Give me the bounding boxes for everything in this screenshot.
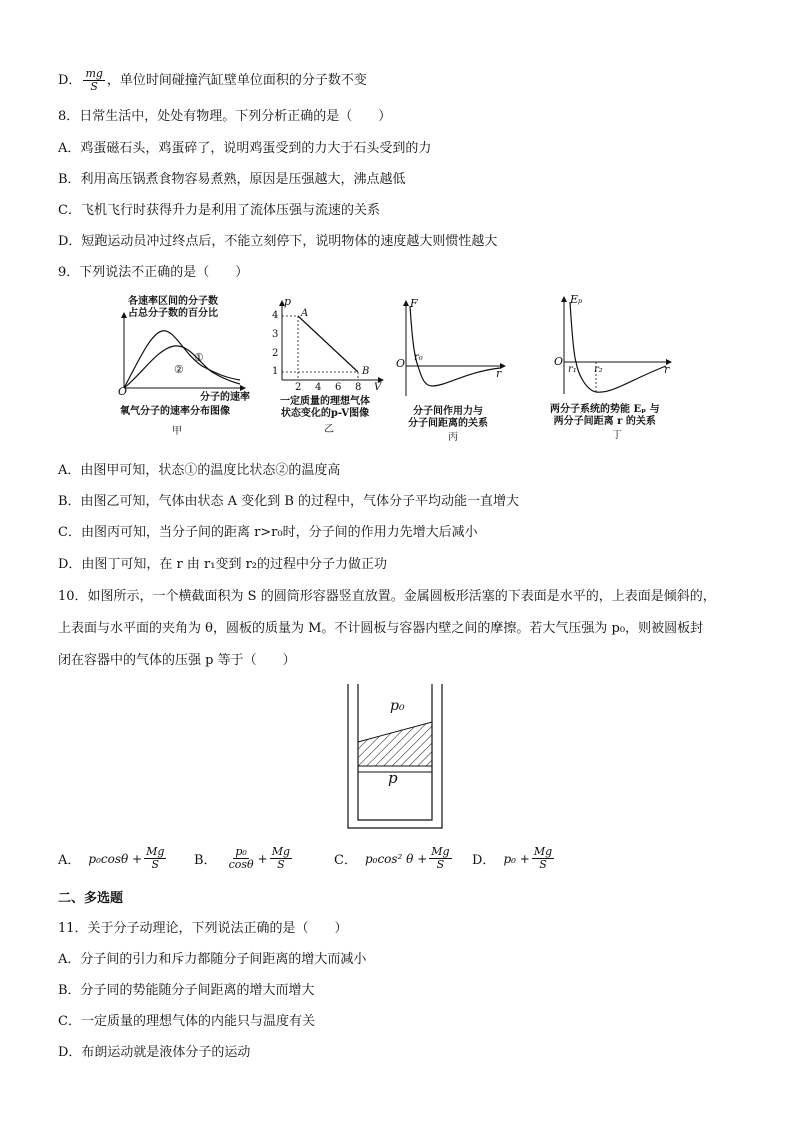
q10-option-b: B． $\frac{\text{p₀}}{\cos\theta}$ + $\frac{Mg}{S}$ (194, 845, 290, 871)
q7-fraction: $\frac{mg}{S}$ (85, 67, 103, 93)
figure-ding-axis-r: r (664, 363, 670, 376)
q9-option-b: B．由图乙可知，气体由状态 A 变化到 B 的过程中，气体分子平均动能一直增大 (58, 494, 520, 509)
ytick-1: 1 (272, 366, 279, 377)
figure-ding-r1: r₁ (568, 364, 577, 375)
q8-option-c: C．飞机飞行时获得升力是利用了流体压强与流速的关系 (58, 203, 380, 218)
figure-yi-axis-p: p (284, 295, 292, 308)
section-2-title: 二、多选题 (58, 891, 124, 906)
figure-ding (550, 294, 680, 444)
potential-curve (570, 302, 666, 392)
figure-bing (396, 296, 516, 446)
xtick-6: 6 (335, 382, 342, 393)
figure-jia-origin: O (118, 385, 128, 398)
figure-bing-graph (396, 296, 516, 406)
q8-option-a: A．鸡蛋磁石头，鸡蛋碎了，说明鸡蛋受到的力大于石头受到的力 (58, 141, 432, 156)
q8-stem: 8．日常生活中，处处有物理。下列分析正确的是（ ） (58, 109, 392, 124)
q11-option-c: C．一定质量的理想气体的内能只与温度有关 (58, 1014, 315, 1029)
xtick-8: 8 (355, 382, 362, 393)
q10-stem-1: 10．如图所示，一个横截面积为 S 的圆筒形容器竖直放置。金属圆板形活塞的下表面是水平的，上表面是倾斜的， (58, 589, 716, 604)
q10-option-d: D． p₀ + $\frac{Mg}{S}$ (472, 845, 553, 871)
figure-bing-axis-r: r (496, 367, 502, 380)
figure-ding-origin: O (554, 355, 564, 368)
figure-jia-xlabel: 分子的速率 (200, 392, 250, 403)
q11-option-a: A．分子间的引力和斥力都随分子间距离的增大而减小 (58, 952, 367, 967)
figure-ding-caption: 两分子系统的势能 Eₚ 与 两分子间距离 r 的关系 (550, 404, 660, 427)
figure-yi-axis-v: V (374, 382, 382, 393)
figure-jia-tag: 甲 (172, 426, 182, 437)
ytick-3: 3 (272, 329, 279, 340)
figure-jia-ylabel: 各速率区间的分子数 占总分子数的百分比 (128, 296, 218, 319)
curve-1-label: ① (194, 351, 204, 364)
label-p0: p₀ (390, 698, 405, 714)
figure-yi (268, 296, 388, 446)
piston (358, 722, 432, 766)
q8-option-d: D．短跑运动员冲过终点后，不能立刻停下，说明物体的速度越大则惯性越大 (58, 234, 498, 249)
figure-jia (112, 294, 252, 444)
force-curve (410, 306, 500, 386)
q11-stem: 11．关于分子动理论，下列说法正确的是（ ） (58, 921, 348, 936)
ytick-4: 4 (272, 310, 279, 321)
q9-option-a: A．由图甲可知，状态①的温度比状态②的温度高 (58, 463, 341, 478)
point-b: B (362, 366, 370, 377)
figure-ding-graph (550, 294, 680, 404)
figure-yi-tag: 乙 (324, 424, 334, 435)
point-a: A (301, 308, 309, 319)
curve-2-label: ② (174, 363, 184, 376)
label-p: p (388, 769, 398, 787)
q9-option-d: D．由图丁可知，在 r 由 r₁变到 r₂的过程中分子力做正功 (58, 557, 388, 572)
figure-bing-tag: 丙 (448, 432, 458, 443)
figure-bing-r0: r₀ (414, 352, 423, 363)
q10-stem-3: 闭在容器中的气体的压强 p 等于（ ） (58, 653, 296, 668)
figure-bing-origin: O (396, 357, 406, 370)
figure-bing-axis-f: F (410, 297, 418, 310)
q11-option-b: B．分子同的势能随分子间距离的增大而增大 (58, 983, 315, 998)
figure-jia-caption: 氧气分子的速率分布图像 (120, 406, 230, 417)
q11-option-d: D．布朗运动就是液体分子的运动 (58, 1045, 251, 1060)
figure-yi-caption: 一定质量的理想气体 状态变化的p-V图像 (280, 396, 370, 419)
ytick-2: 2 (272, 348, 279, 359)
xtick-4: 4 (315, 382, 322, 393)
q7-option-d: D． $\frac{mg}{S}$ ，单位时间碰撞汽缸壁单位面积的分子数不变 (58, 67, 367, 93)
q10-option-c: C． p₀cos² θ + $\frac{Mg}{S}$ (334, 845, 450, 871)
figure-bing-caption: 分子间作用力与 分子间距离的关系 (408, 406, 488, 429)
figure-ding-axis-ep: Eₚ (570, 293, 583, 306)
figure-yi-graph (268, 296, 388, 386)
q10-stem-2: 上表面与水平面的夹角为 θ，圆板的质量为 M。不计圆板与容器内壁之间的摩擦。若大气压强为 p₀，则被圆板封 (58, 621, 704, 636)
q9-stem: 9．下列说法不正确的是（ ） (58, 265, 249, 280)
xtick-2: 2 (295, 382, 302, 393)
q9-option-c: C．由图丙可知，当分子间的距离 r>r₀时，分子间的作用力先增大后减小 (58, 525, 478, 540)
figure-cylinder (340, 682, 450, 832)
q8-option-b: B．利用高压锅煮食物容易煮熟，原因是压强越大，沸点越低 (58, 172, 406, 187)
curve-1 (124, 331, 240, 388)
ab-line (298, 316, 358, 372)
figure-ding-r2: r₂ (594, 364, 603, 375)
q10-option-a: A． p₀cosθ + $\frac{Mg}{S}$ (58, 845, 165, 871)
figure-ding-tag: 丁 (612, 430, 622, 441)
